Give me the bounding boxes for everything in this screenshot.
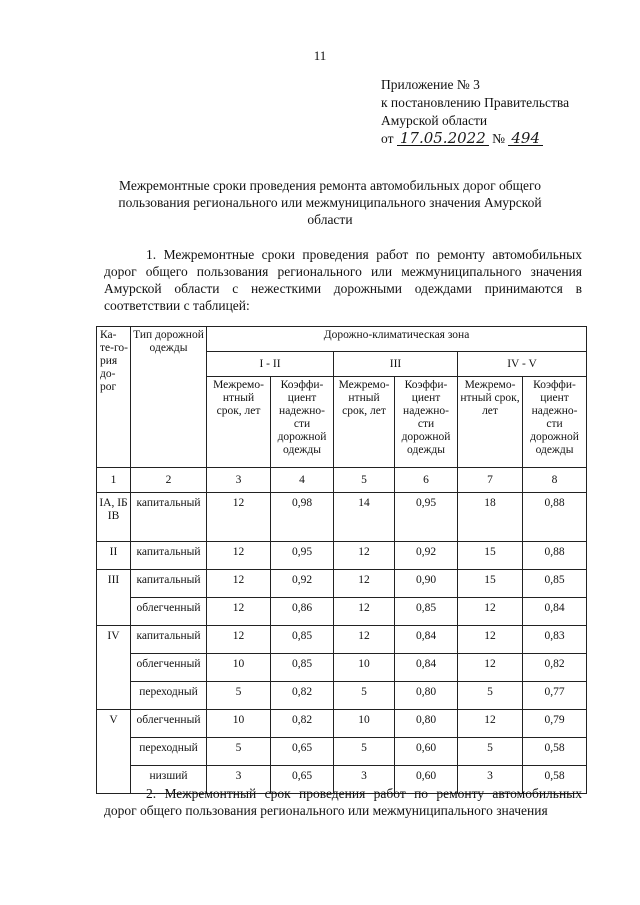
value-cell: 10 [207,654,271,682]
column-number: 7 [458,468,523,493]
page-number: 11 [313,48,327,63]
road-repair-table [96,326,587,794]
header-category: Ка-те-го-рия до-рог [97,327,131,468]
table-row [97,598,587,626]
value-cell: 10 [334,710,395,738]
value-cell: 0,95 [271,542,334,570]
header-coefficient: Коэффи-циент надежно-сти дорожной одежды [523,377,587,468]
header-zone-1-2: I - II [207,352,334,377]
value-cell: 5 [458,682,523,710]
value-cell: 5 [334,738,395,766]
value-cell: 12 [458,710,523,738]
header-interval: Межремо-нтный срок, лет [207,377,271,468]
column-number: 3 [207,468,271,493]
header-climate-zone: Дорожно-климатическая зона [207,327,587,352]
value-cell: 5 [334,682,395,710]
column-number: 2 [131,468,207,493]
column-number: 5 [334,468,395,493]
value-cell: 0,88 [523,493,587,542]
value-cell: 0,98 [271,493,334,542]
appendix-date-line [381,130,569,148]
table-row [97,682,587,710]
value-cell: 0,82 [523,654,587,682]
table-row [97,493,587,542]
type-cell: облегченный [131,654,207,682]
header-pavement-type: Тип дорожной одежды [131,327,207,468]
value-cell: 0,90 [395,570,458,598]
value-cell: 10 [207,710,271,738]
category-cell: III [97,570,131,626]
value-cell: 0,85 [271,654,334,682]
value-cell: 12 [207,598,271,626]
type-cell: низший [131,766,207,794]
value-cell: 12 [207,493,271,542]
value-cell: 15 [458,542,523,570]
type-cell: капитальный [131,493,207,542]
value-cell: 0,92 [395,542,458,570]
table-row [97,654,587,682]
value-cell: 5 [207,682,271,710]
value-cell: 0,92 [271,570,334,598]
header-interval: Межремо-нтный срок, лет [458,377,523,468]
value-cell: 0,77 [523,682,587,710]
column-number: 8 [523,468,587,493]
column-number-row [97,468,587,493]
value-cell: 12 [207,570,271,598]
table-row [97,570,587,598]
header-coefficient: Коэффи-циент надежно-сти дорожной одежды [271,377,334,468]
value-cell: 0,80 [395,682,458,710]
value-cell: 0,65 [271,738,334,766]
value-cell: 12 [334,542,395,570]
value-cell: 5 [458,738,523,766]
value-cell: 3 [458,766,523,794]
type-cell: капитальный [131,542,207,570]
value-cell: 0,84 [395,654,458,682]
value-cell: 12 [458,654,523,682]
value-cell: 0,79 [523,710,587,738]
column-number: 4 [271,468,334,493]
value-cell: 12 [207,542,271,570]
value-cell: 0,86 [271,598,334,626]
category-cell: II [97,542,131,570]
value-cell: 3 [334,766,395,794]
value-cell: 0,82 [271,682,334,710]
value-cell: 0,85 [395,598,458,626]
paragraph-1-text: 1. Межремонтные сроки проведения работ по ремонту автомобильных дорог общего пользования регионального или межмуниципального значения Амурской области с нежесткими дорожными одеждами принимаются в соответствии с таблицей: [104,247,582,313]
appendix-line-1: Приложение № 3 [381,77,480,92]
value-cell: 0,82 [271,710,334,738]
number-prefix: № [492,131,506,146]
paragraph-2-text: 2. Межремонтный срок проведения работ по ремонту автомобильных дорог общего пользования регионального или межмуниципального значения [104,786,582,818]
header-zone-3: III [334,352,458,377]
value-cell: 12 [458,598,523,626]
paragraph-1 [104,246,582,314]
header-coefficient: Коэффи-циент надежно-сти дорожной одежды [395,377,458,468]
value-cell: 0,65 [271,766,334,794]
value-cell: 0,80 [395,710,458,738]
type-cell: облегченный [131,598,207,626]
value-cell: 18 [458,493,523,542]
appendix-block [381,76,569,148]
value-cell: 0,85 [523,570,587,598]
value-cell: 12 [334,626,395,654]
value-cell: 0,88 [523,542,587,570]
value-cell: 0,95 [395,493,458,542]
appendix-line-3: Амурской области [381,113,488,128]
value-cell: 0,85 [271,626,334,654]
table-row [97,626,587,654]
column-number: 6 [395,468,458,493]
paragraph-2 [104,785,582,819]
value-cell: 0,84 [523,598,587,626]
appendix-line-2: к постановлению Правительства [381,95,570,110]
header-interval: Межремо-нтный срок, лет [334,377,395,468]
header-zone-4-5: IV - V [458,352,587,377]
value-cell: 12 [458,626,523,654]
type-cell: переходный [131,738,207,766]
type-cell: облегченный [131,710,207,738]
type-cell: переходный [131,682,207,710]
value-cell: 0,60 [395,766,458,794]
value-cell: 12 [334,570,395,598]
value-cell: 3 [207,766,271,794]
value-cell: 0,58 [523,766,587,794]
value-cell: 0,84 [395,626,458,654]
handwritten-date: 17.05.2022 [397,131,489,146]
value-cell: 5 [207,738,271,766]
value-cell: 0,58 [523,738,587,766]
column-number: 1 [97,468,131,493]
value-cell: 15 [458,570,523,598]
document-title: Межремонтные сроки проведения ремонта автомобильных дорог общего пользования регионального или межмуниципального значения Амурской области [118,178,542,227]
category-cell: V [97,710,131,794]
table-row [97,542,587,570]
handwritten-number: 494 [508,131,543,146]
category-cell: IA, IБ IB [97,493,131,542]
type-cell: капитальный [131,626,207,654]
table-row [97,738,587,766]
value-cell: 0,60 [395,738,458,766]
value-cell: 12 [207,626,271,654]
value-cell: 14 [334,493,395,542]
category-cell: IV [97,626,131,710]
date-prefix: от [381,131,394,146]
value-cell: 10 [334,654,395,682]
value-cell: 12 [334,598,395,626]
value-cell: 0,83 [523,626,587,654]
table-row [97,710,587,738]
type-cell: капитальный [131,570,207,598]
